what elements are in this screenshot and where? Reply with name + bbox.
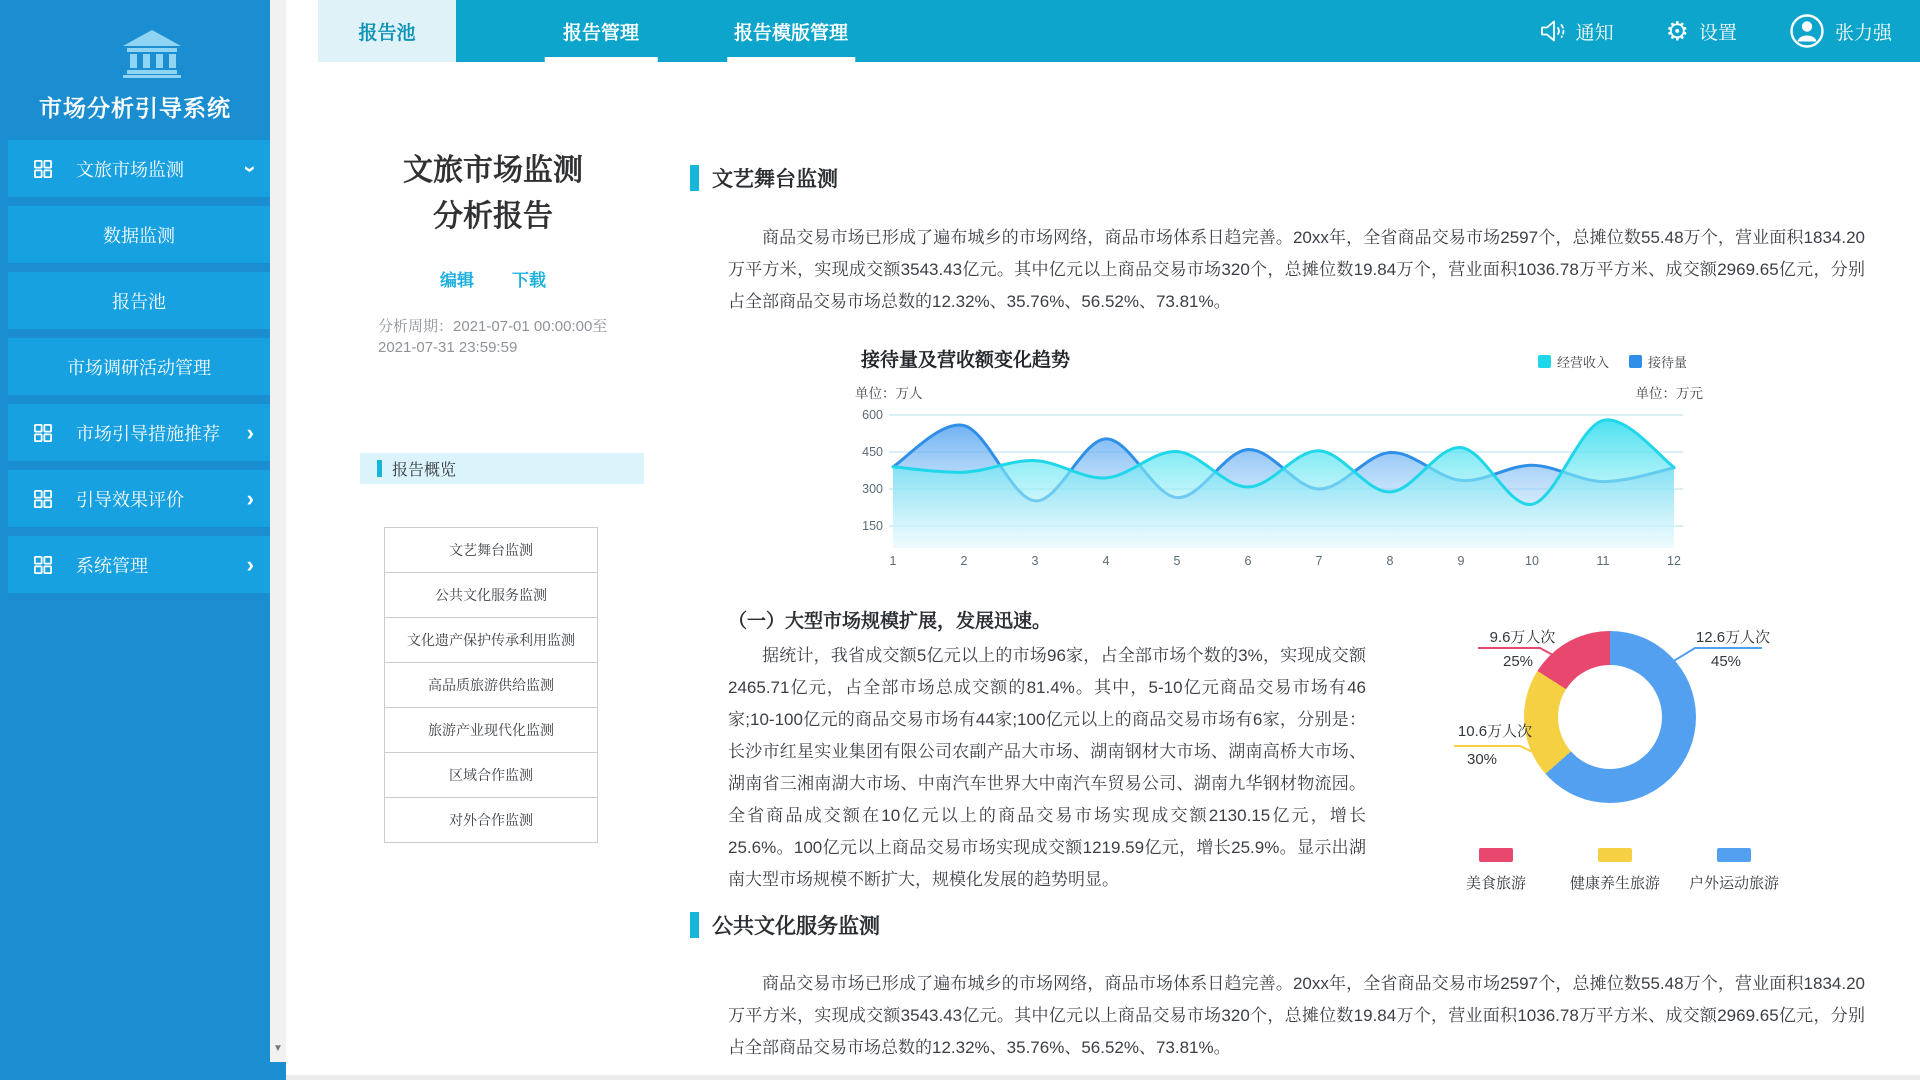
series-area-0 bbox=[893, 420, 1674, 548]
svg-text:1: 1 bbox=[889, 554, 897, 568]
sidebar bbox=[0, 0, 286, 1080]
overview-list-item[interactable]: 区域合作监测 bbox=[385, 753, 597, 798]
svg-text:300: 300 bbox=[862, 482, 883, 496]
svg-text:5: 5 bbox=[1173, 554, 1181, 568]
trend-chart bbox=[853, 340, 1703, 575]
user-button[interactable] bbox=[1789, 13, 1892, 49]
callout-value-yellow: 10.6万人次 bbox=[1457, 723, 1533, 740]
trend-chart-legend bbox=[1538, 352, 1687, 371]
svg-text:11: 11 bbox=[1596, 554, 1610, 568]
settings-button[interactable] bbox=[1666, 18, 1737, 45]
trend-legend-item[interactable] bbox=[1538, 352, 1609, 371]
chevron-right-icon: › bbox=[246, 551, 254, 577]
section-1-header bbox=[690, 163, 838, 193]
sidebar-item-0[interactable] bbox=[8, 140, 270, 197]
sidebar-item-label: 市场调研活动管理 bbox=[67, 357, 211, 378]
tab-bar bbox=[318, 0, 876, 62]
donut-legend bbox=[1440, 848, 1920, 898]
section-accent-bar bbox=[690, 912, 699, 938]
overview-list-item[interactable]: 公共文化服务监测 bbox=[385, 573, 597, 618]
analysis-period: 分析周期：2021-07-01 00:00:00至 2021-07-31 23:59:59 bbox=[378, 318, 608, 356]
sidebar-item-label: 系统管理 bbox=[76, 555, 148, 576]
callout-value-blue: 12.6万人次 bbox=[1695, 629, 1771, 646]
overview-banner bbox=[360, 453, 644, 484]
overview-list-item[interactable]: 高品质旅游供给监测 bbox=[385, 663, 597, 708]
app-title: 市场分析引导系统 bbox=[39, 95, 231, 121]
username: 张力强 bbox=[1834, 22, 1892, 44]
report-title: 文旅市场监测 分析报告 bbox=[403, 154, 583, 233]
section-accent-bar bbox=[690, 165, 699, 191]
gear-icon: ⚙ bbox=[1665, 16, 1689, 46]
legend-swatch bbox=[1717, 848, 1751, 862]
legend-swatch bbox=[1598, 848, 1632, 862]
edit-link[interactable]: 编辑 bbox=[440, 271, 474, 290]
trend-legend-item[interactable] bbox=[1629, 352, 1687, 371]
dashboard-grid-icon bbox=[34, 160, 52, 178]
overview-accent-bar bbox=[377, 460, 382, 477]
callout-pct-yellow: 30% bbox=[1466, 751, 1498, 768]
overview-list-item[interactable]: 文化遗产保护传承利用监测 bbox=[385, 618, 597, 663]
svg-text:3: 3 bbox=[1031, 554, 1039, 568]
paragraph-3: 商品交易市场已形成了遍布城乡的市场网络，商品市场体系日趋完善。20xx年，全省商品交易市场2597个，总摊位数55.48万个，营业面积1834.20万平方米，实现成交额3543.43亿元。其中亿元以上商品交易市场320个，总摊位数19.84万个，营业面积1036.78万平方米、成交额2969.65亿元，分别占全部商品交易市场总数的12.32%、35.76%、56.52%、73.81%。 bbox=[728, 974, 1865, 1057]
overview-list-item[interactable]: 旅游产业现代化监测 bbox=[385, 708, 597, 753]
callout-pct-blue: 45% bbox=[1710, 653, 1742, 670]
chevron-right-icon: › bbox=[246, 485, 254, 511]
donut-legend-item[interactable] bbox=[1440, 848, 1552, 893]
paragraph-1: 商品交易市场已形成了遍布城乡的市场网络，商品市场体系日趋完善。20xx年，全省商品交易市场2597个，总摊位数55.48万个，营业面积1834.20万平方米，实现成交额3543.43亿元。其中亿元以上商品交易市场320个，总摊位数19.84万个，营业面积1036.78万平方米、成交额2969.65亿元，分别占全部商品交易市场总数的12.32%、35.76%、56.52%、73.81%。 bbox=[728, 228, 1865, 311]
legend-label: 接待量 bbox=[1647, 355, 1687, 370]
unit-left-label: 单位：万人 bbox=[855, 386, 923, 401]
legend-swatch bbox=[1479, 848, 1513, 862]
chevron-right-icon: › bbox=[246, 419, 254, 445]
donut-legend-item[interactable] bbox=[1678, 848, 1790, 893]
svg-text:12: 12 bbox=[1667, 554, 1681, 568]
svg-text:2: 2 bbox=[960, 554, 968, 568]
legend-label: 美食旅游 bbox=[1465, 875, 1526, 892]
sidebar-item-4[interactable] bbox=[8, 404, 270, 461]
report-actions bbox=[360, 266, 626, 291]
dashboard-grid-icon bbox=[34, 556, 52, 574]
sidebar-scrollbar[interactable] bbox=[270, 0, 286, 1062]
overview-list-item[interactable]: 文艺舞台监测 bbox=[385, 528, 597, 573]
sidebar-item-5[interactable] bbox=[8, 470, 270, 527]
download-link[interactable]: 下载 bbox=[512, 271, 546, 290]
dashboard-grid-icon bbox=[34, 490, 52, 508]
sidebar-item-1[interactable] bbox=[8, 206, 270, 263]
trend-chart-title: 接待量及营收额变化趋势 bbox=[861, 350, 1071, 371]
legend-label: 健康养生旅游 bbox=[1569, 875, 1660, 892]
tab-report-template-management[interactable]: 报告模版管理 bbox=[706, 0, 876, 62]
notification-button[interactable] bbox=[1540, 18, 1614, 45]
section-1-title: 文艺舞台监测 bbox=[712, 168, 838, 191]
sidebar-item-label: 文旅市场监测 bbox=[76, 159, 184, 180]
notification-label: 通知 bbox=[1575, 22, 1614, 44]
callout-pct-red: 25% bbox=[1502, 653, 1534, 670]
svg-text:6: 6 bbox=[1244, 554, 1252, 568]
callout-value-red: 9.6万人次 bbox=[1489, 629, 1556, 646]
dashboard-grid-icon bbox=[34, 424, 52, 442]
sidebar-item-label: 市场引导措施推荐 bbox=[76, 423, 220, 444]
svg-text:8: 8 bbox=[1386, 554, 1394, 568]
sidebar-menu bbox=[8, 140, 270, 602]
svg-text:10: 10 bbox=[1525, 554, 1539, 568]
donut-legend-item[interactable] bbox=[1559, 848, 1671, 893]
sidebar-item-6[interactable] bbox=[8, 536, 270, 593]
sidebar-item-2[interactable] bbox=[8, 272, 270, 329]
section-2-title: 公共文化服务监测 bbox=[712, 915, 880, 938]
svg-text:150: 150 bbox=[862, 519, 883, 533]
paragraph-2: 据统计，我省成交额5亿元以上的市场96家，占全部市场个数的3%，实现成交额2465.71亿元，占全部市场总成交额的81.4%。其中，5-10亿元商品交易市场有46家;10-100亿元的商品交易市场有44家;100亿元以上的商品交易市场有6家，分别是：长沙市红星实业集团有限公司农副产品大市场、湖南钢材大市场、湖南高桥大市场、湖南省三湘南湖大市场、中南汽车世界大中南汽车贸易公司、湖南九华钢材物流园。全省商品成交额在10亿元以上的商品交易市场实现成交额2130.15亿元，增长25.6%。100亿元以上商品交易市场实现成交额1219.59亿元，增长25.9%。显示出湖南大型市场规模不断扩大，规模化发展的趋势明显。 bbox=[728, 646, 1366, 889]
subsection-1-title: （一）大型市场规模扩展，发展迅速。 bbox=[728, 611, 1052, 632]
legend-label: 户外运动旅游 bbox=[1688, 875, 1779, 892]
legend-swatch bbox=[1629, 355, 1642, 368]
report-overview-list bbox=[384, 527, 598, 843]
legend-swatch bbox=[1538, 355, 1551, 368]
svg-text:7: 7 bbox=[1315, 554, 1323, 568]
avatar-icon bbox=[1789, 13, 1825, 49]
settings-label: 设置 bbox=[1698, 22, 1737, 44]
speaker-icon bbox=[1540, 19, 1566, 43]
sidebar-item-label: 引导效果评价 bbox=[76, 489, 184, 510]
sidebar-item-label: 报告池 bbox=[112, 291, 166, 312]
bottom-scrollbar[interactable] bbox=[286, 1075, 1920, 1080]
svg-text:9: 9 bbox=[1457, 554, 1465, 568]
legend-label: 经营收入 bbox=[1556, 355, 1609, 370]
bank-logo-icon bbox=[120, 30, 184, 78]
chevron-down-icon: › bbox=[238, 164, 264, 173]
tab-report-management[interactable]: 报告管理 bbox=[526, 0, 676, 62]
svg-text:4: 4 bbox=[1102, 554, 1110, 568]
tab-report-pool[interactable]: 报告池 bbox=[318, 0, 456, 62]
svg-text:450: 450 bbox=[862, 445, 883, 459]
scroll-down-icon[interactable]: ▼ bbox=[273, 1043, 283, 1054]
sidebar-item-3[interactable] bbox=[8, 338, 270, 395]
svg-text:600: 600 bbox=[862, 408, 883, 422]
trend-plot-svg bbox=[853, 400, 1703, 575]
topbar-corner bbox=[286, 0, 318, 62]
overview-list-item[interactable]: 对外合作监测 bbox=[385, 798, 597, 843]
section-2-header bbox=[690, 910, 880, 940]
topbar-right bbox=[1540, 0, 1892, 62]
overview-title: 报告概览 bbox=[392, 462, 457, 479]
topbar bbox=[286, 0, 1920, 62]
sidebar-item-label: 数据监测 bbox=[103, 225, 175, 246]
unit-right-label: 单位：万元 bbox=[1635, 386, 1703, 401]
donut-chart bbox=[1440, 622, 1920, 902]
